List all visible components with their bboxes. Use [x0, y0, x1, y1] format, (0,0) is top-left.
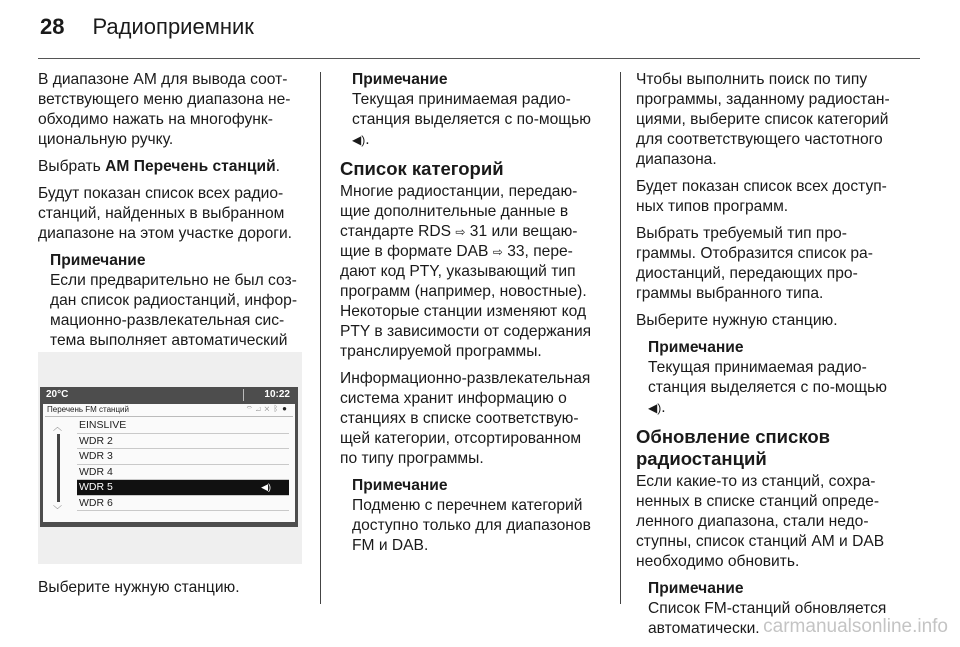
note: Примечание Текущая принимаемая радио-станция выделяется с по-мощью ◀).: [648, 338, 904, 418]
divider: [45, 416, 293, 417]
page-ref-arrow-icon: ⇨: [492, 245, 503, 259]
paragraph: Чтобы выполнить поиск по типу программы, заданному радиостан-циями, выберите список категорий для соответствующего частотного диапазона.: [636, 71, 890, 168]
page-number: 28: [40, 14, 65, 39]
text: .: [275, 158, 280, 175]
scroll-thumb[interactable]: [57, 434, 60, 502]
list-item[interactable]: WDR 4: [77, 465, 289, 481]
menu-label: AM Перечень станций: [105, 158, 276, 175]
section-heading: Обновление списков радиостанций: [636, 426, 831, 469]
note-title: Примечание: [50, 252, 146, 269]
station-list-panel: [43, 404, 295, 522]
caption-block: [38, 578, 306, 605]
signal-icon: ⊿: [255, 404, 265, 413]
temperature: 20°C: [46, 389, 69, 400]
clock: 10:22: [264, 389, 290, 400]
note: Примечание Текущая принимаемая радио-станция выделяется с по-мощью ◀).: [352, 70, 602, 150]
speaker-icon: ◀): [352, 133, 366, 147]
list-item[interactable]: WDR 3: [77, 449, 289, 465]
station-list-title: Перечень FM станций: [47, 405, 129, 414]
list-item-selected[interactable]: [77, 480, 289, 496]
info-icon: ●: [282, 404, 291, 413]
text: 33, пере-дают код PTY, указывающий тип программ (например, новостные). Некоторые станции изменяют код PTY в зависимости от содержания транслируемой программы.: [340, 243, 592, 360]
bluetooth-icon: ᛒ: [273, 404, 283, 413]
section-heading: Список категорий: [340, 158, 504, 179]
mute-icon: ✕: [264, 404, 274, 413]
note-title: Примечание: [352, 71, 448, 88]
note-text: Текущая принимаемая радио-станция выделяется с по-мощью: [352, 91, 591, 128]
paragraph: [340, 182, 602, 362]
wifi-icon: ⌔: [246, 404, 256, 413]
header-rule: [38, 58, 920, 59]
column-divider-1: [320, 72, 321, 604]
page-ref-arrow-icon: ⇨: [455, 225, 466, 239]
column-divider-2: [620, 72, 621, 604]
list-item[interactable]: WDR 6: [77, 496, 289, 512]
list-item[interactable]: WDR 2: [77, 434, 289, 450]
note: [352, 476, 602, 556]
chevron-up-icon[interactable]: ︿: [53, 422, 63, 432]
list-item[interactable]: EINSLIVE: [77, 418, 289, 434]
radio-screenshot: [38, 352, 302, 564]
text: 31 или вещаю-щие в формате DAB: [340, 223, 578, 260]
scrollbar[interactable]: [49, 420, 67, 516]
column-3: [636, 70, 904, 647]
paragraph: Информационно-развлекательная система хранит информацию о станциях в списке соответствую-щей категории, отсортированном по типу программы.: [340, 370, 591, 467]
station-name: WDR 5: [79, 481, 113, 493]
paragraph: [38, 157, 306, 177]
paragraph: Выбрать требуемый тип про-граммы. Отобразится список ра-диостанций, передающих про-граммы выбранного типа.: [636, 225, 873, 302]
paragraph: В диапазоне AM для вывода соот-ветствующего меню диапазона не-обходимо нажать на многофунк-циональную ручку.: [38, 71, 291, 148]
status-icons: [247, 404, 291, 413]
paragraph: Будут показан список всех радио-станций, найденных в выбранном диапазоне на этом участке дороги.: [38, 185, 292, 242]
speaker-icon: ◀): [648, 401, 662, 415]
station-list: [77, 418, 289, 511]
note-text: Если предварительно не был соз-дан список радиостанций, инфор-мационно-развлекательная сис-тема выполняет автоматический: [50, 272, 298, 349]
display-screen: [40, 387, 298, 527]
speaker-icon: ◀): [261, 482, 271, 492]
note-text: Список FM-станций обновляется автоматически.: [648, 600, 887, 637]
column-2: [340, 70, 602, 564]
paragraph: Если какие-то из станций, сохра-ненных в списке станций опреде-ленного диапазона, стали недо-ступны, список станций AM и DAB необходимо обновить.: [636, 473, 885, 570]
page-header: [40, 14, 254, 40]
note-title: Примечание: [352, 477, 448, 494]
note-text: Подменю с перечнем категорий доступно только для диапазонов FM и DAB.: [352, 497, 591, 554]
paragraph: Выберите нужную станцию.: [636, 312, 838, 329]
text: Выбрать: [38, 158, 106, 175]
status-divider: [243, 389, 244, 401]
column-1: [38, 70, 306, 379]
paragraph: Будет показан список всех доступ-ных типов программ.: [636, 178, 887, 215]
page-title: Радиоприемник: [92, 14, 254, 39]
note-title: Примечание: [648, 580, 744, 597]
watermark: carmanualsonline.info: [763, 616, 948, 637]
text: Многие радиостанции, передаю-щие дополнительные данные в стандарте RDS: [340, 183, 578, 240]
caption: Выберите нужную станцию.: [38, 579, 240, 596]
note-title: Примечание: [648, 339, 744, 356]
chevron-down-icon[interactable]: ﹀: [53, 505, 63, 515]
note-text: Текущая принимаемая радио-станция выделяется с по-мощью: [648, 359, 887, 396]
